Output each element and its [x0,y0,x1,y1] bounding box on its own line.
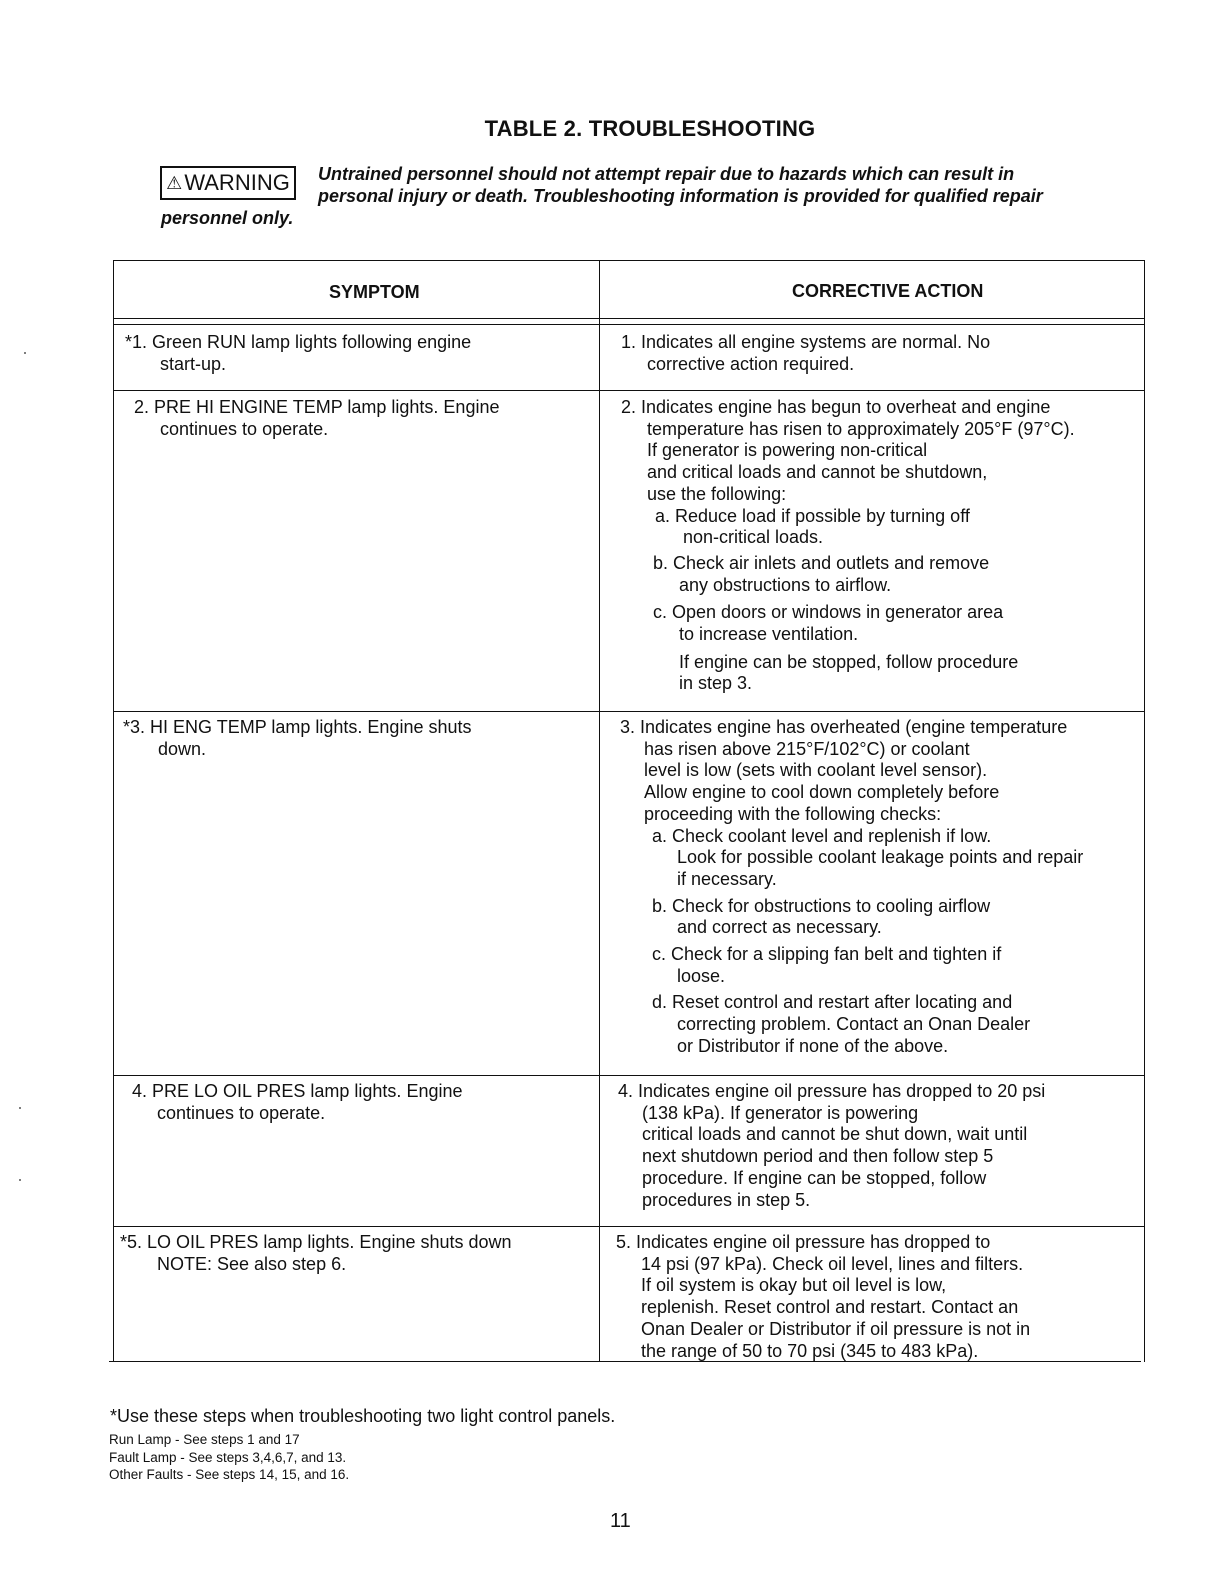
action-line: Allow engine to cool down completely before [644,782,1000,803]
symptom-line: continues to operate. [160,418,329,439]
action-line: non-critical loads. [683,527,824,548]
table-row-3-action [620,717,1083,1058]
action-line: the range of 50 to 70 psi (345 to 483 kPa). [641,1340,979,1361]
action-line: 1. Indicates all engine systems are normal. No [621,332,991,352]
table-row-1-symptom [125,332,471,375]
action-line: corrective action required. [647,353,855,374]
action-line: procedures in step 5. [642,1189,811,1210]
table-border-left [113,260,114,1362]
action-line: Look for possible coolant leakage points and repair [677,847,1084,868]
table-row-5-action [616,1232,1030,1362]
header-rule-1 [113,318,1145,319]
action-line: and critical loads and cannot be shutdown, [647,462,988,483]
action-line: if necessary. [677,868,777,889]
action-line: a. Reduce load if possible by turning off [655,505,970,526]
action-line: 3. Indicates engine has overheated (engine temperature [620,717,1068,737]
header-symptom: SYMPTOM [329,282,420,302]
row-separator [113,1226,1145,1227]
action-line: If engine can be stopped, follow procedure [679,651,1019,672]
symptom-line: *5. LO OIL PRES lamp lights. Engine shuts down [120,1232,512,1252]
table-border-top [113,260,1145,261]
action-line: 5. Indicates engine oil pressure has dropped to [616,1232,991,1252]
action-line: b. Check for obstructions to cooling airflow [652,895,991,916]
symptom-line: 2. PRE HI ENGINE TEMP lamp lights. Engine [134,397,500,417]
action-line: level is low (sets with coolant level sensor). [644,760,988,781]
note-fault-lamp: Fault Lamp - See steps 3,4,6,7, and 13. [109,1450,347,1465]
table-row-3-symptom [123,717,472,760]
action-line: 2. Indicates engine has begun to overheat and engine [621,397,1051,417]
action-line: c. Open doors or windows in generator area [653,602,1004,623]
table-row-5-symptom [120,1232,512,1275]
action-line: in step 3. [679,673,753,694]
action-line: and correct as necessary. [677,917,882,938]
action-line: c. Check for a slipping fan belt and tighten if [652,944,1002,965]
action-line: If generator is powering non-critical [647,440,928,461]
header-rule-2 [113,324,1145,325]
warning-triangle-icon: ⚠ [166,172,183,193]
action-line: or Distributor if none of the above. [677,1035,949,1056]
action-line: temperature has risen to approximately 205°F (97°C). [647,418,1075,439]
action-line: next shutdown period and then follow step 5 [642,1146,994,1167]
table-row-4-action [618,1081,1045,1211]
scan-speck [19,1107,21,1109]
symptom-line: *1. Green RUN lamp lights following engine [125,332,472,352]
scan-speck [19,1179,21,1181]
action-line: use the following: [647,483,787,504]
table-row-4-symptom [132,1081,463,1124]
action-line: to increase ventilation. [679,624,859,645]
action-line: any obstructions to airflow. [679,574,892,595]
warning-badge [160,166,296,200]
action-line: a. Check coolant level and replenish if low. [652,825,992,846]
footnote: *Use these steps when troubleshooting two light control panels. [110,1406,616,1426]
action-line: b. Check air inlets and outlets and remove [653,552,990,573]
symptom-line: *3. HI ENG TEMP lamp lights. Engine shuts [123,717,472,737]
table-column-divider [599,260,600,1362]
symptom-line: continues to operate. [157,1102,326,1123]
action-line: If oil system is okay but oil level is low, [641,1275,947,1296]
symptom-line: start-up. [160,353,227,374]
warning-text-line-1: Untrained personnel should not attempt repair due to hazards which can result in [318,164,1015,184]
row-separator [113,1075,1145,1076]
action-line: critical loads and cannot be shut down, wait until [642,1124,1028,1145]
action-line: loose. [677,965,726,986]
symptom-line: down. [158,738,207,759]
page-number: 11 [610,1510,631,1532]
table-row-2-action [621,397,1075,695]
scan-speck [24,352,26,354]
warning-badge-label: WARNING [184,170,290,195]
warning-text-line-2: personal injury or death. Troubleshooting information is provided for qualified repair [318,186,1043,206]
page-title: TABLE 2. TROUBLESHOOTING [484,116,816,141]
action-line: has risen above 215°F/102°C) or coolant [644,738,970,759]
action-line: 4. Indicates engine oil pressure has dropped to 20 psi [618,1081,1046,1101]
note-other-faults: Other Faults - See steps 14, 15, and 16. [109,1467,350,1482]
row-separator [113,390,1145,391]
note-run-lamp: Run Lamp - See steps 1 and 17 [109,1432,300,1447]
symptom-line: NOTE: See also step 6. [157,1253,347,1274]
symptom-line: 4. PRE LO OIL PRES lamp lights. Engine [132,1081,463,1101]
action-line: procedure. If engine can be stopped, follow [642,1167,987,1188]
table-row-2-symptom [134,397,499,440]
action-line: (138 kPa). If generator is powering [642,1102,919,1123]
troubleshooting-table [113,260,1145,1362]
row-separator [113,711,1145,712]
table-row-1-action [621,332,990,375]
warning-text-line-3: personnel only. [161,208,294,228]
action-line: d. Reset control and restart after locating and [652,992,1013,1013]
action-line: Onan Dealer or Distributor if oil pressure is not in [641,1318,1031,1339]
header-corrective-action: CORRECTIVE ACTION [792,281,984,301]
action-line: replenish. Reset control and restart. Contact an [641,1297,1019,1318]
action-line: proceeding with the following checks: [644,803,942,824]
table-border-right [1144,260,1145,1362]
action-line: correcting problem. Contact an Onan Dealer [677,1014,1031,1035]
action-line: 14 psi (97 kPa). Check oil level, lines and filters. [641,1253,1024,1274]
